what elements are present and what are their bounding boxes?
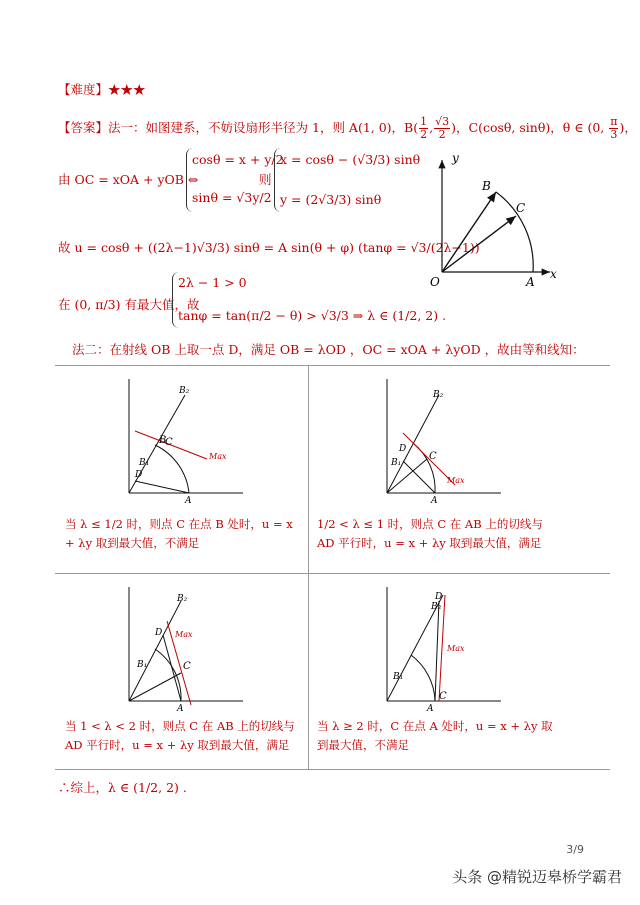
case1-label-b-c: B xyxy=(159,435,167,446)
arc-ab xyxy=(496,192,533,272)
case4-label-b2: B₂ xyxy=(431,602,442,612)
grid-mid xyxy=(55,573,610,574)
case3-ray xyxy=(129,601,181,701)
frac-half: $\frac{1}{2}$ xyxy=(420,115,428,141)
case4-arc xyxy=(411,655,435,701)
difficulty-stars: ★★★ xyxy=(108,82,146,97)
vec-prefix: 由 xyxy=(58,172,75,187)
case2-label-c: C xyxy=(429,451,437,462)
case1-label-a: A xyxy=(185,496,192,503)
case4-label-b1: B₁ xyxy=(393,672,404,682)
case1-max-label: Max xyxy=(209,452,227,461)
case3-ad xyxy=(163,635,181,701)
system2-row2: y = (2√3/3) sinθ xyxy=(280,192,382,207)
case2-label-b2: B₂ xyxy=(433,390,444,400)
case1-figure xyxy=(115,373,255,503)
method1-text-mid: )，C(cosθ, sinθ)，θ ∈ (0, xyxy=(451,120,609,135)
label-c: C xyxy=(516,201,526,215)
then-word: 则 xyxy=(259,172,272,187)
grid-top xyxy=(55,365,610,366)
label-a: A xyxy=(526,275,535,289)
case4-label-a: A xyxy=(427,704,434,711)
system1-row1: cosθ = x + y/2 xyxy=(192,152,284,167)
answer-tag: 【答案】 xyxy=(58,120,109,135)
method2-text: 法二：在射线 OB 上取一点 D，满足 OB = λOD ，OC = xOA + λyOD ，故由等和线知： xyxy=(72,342,585,357)
vec-eq: OC = xOA + yOB ⇔ xyxy=(74,172,199,187)
page-number: 3/9 xyxy=(566,843,584,856)
case3-label-b1: B₁ xyxy=(137,660,148,670)
case1-label-b2: B₂ xyxy=(179,386,190,396)
method1-intro: 【答案】法一：如图建系，不妨设扇形半径为 1，则 A(1, 0)，B( $\frac{1}{2}$ , $\frac{√3}{2}$ )，C(cosθ, sinθ)，θ ∈ (0, $\frac{\pi}{3}$ )， xyxy=(58,115,637,141)
conclusion: ∴综上，λ ∈ (1/2, 2) . xyxy=(58,780,187,795)
case1-arc xyxy=(155,445,189,493)
method1-text: 法一：如图建系，不妨设扇形半径为 1，则 A(1, 0)，B( xyxy=(108,120,419,135)
frac-sqrt3-half: $\frac{√3}{2}$ xyxy=(435,115,450,141)
case3-label-b2: B₂ xyxy=(177,594,188,604)
case4-max-label: Max xyxy=(447,644,465,653)
vector-oc xyxy=(442,216,516,272)
method1-text-end: )， xyxy=(619,120,637,135)
difficulty-label: 【难度】 xyxy=(58,82,109,97)
case4-label-c: C xyxy=(439,691,447,702)
system1-row2: sinθ = √3y/2 xyxy=(192,190,272,205)
case-grid xyxy=(55,365,610,770)
vector-equation xyxy=(58,172,198,188)
case3-caption: 当 1 < λ < 2 时，则点 C 在 AB 上的切线与 AD 平行时，u = x + λy 取到最大值，满足 xyxy=(65,719,295,752)
case3-label-a: A xyxy=(177,704,184,711)
case2-max-label: Max xyxy=(447,476,465,485)
case4-figure xyxy=(373,581,513,711)
case2-label-a: A xyxy=(431,496,438,503)
case4-label-d: D xyxy=(435,592,443,602)
label-y: y xyxy=(452,151,459,165)
case3-label-c: C xyxy=(183,661,191,672)
grid-divider xyxy=(308,365,309,770)
case3-label-d: D xyxy=(155,628,163,638)
label-b: B xyxy=(482,179,491,193)
case1-caption: 当 λ ≤ 1/2 时，则点 C 在点 B 处时，u = x + λy 取到最大值，不满足 xyxy=(65,517,293,550)
case4-ad xyxy=(435,601,439,701)
case2-figure xyxy=(373,373,513,503)
case3-figure xyxy=(115,581,255,711)
condition-row1: 2λ − 1 > 0 xyxy=(178,275,247,290)
frac-pi-3: $\frac{\pi}{3}$ xyxy=(610,115,618,141)
max-condition-text: 在 (0, π/3) 有最大值，故 xyxy=(58,297,200,312)
case1-ad xyxy=(135,481,189,493)
system2-row1: x = cosθ − (√3/3) sinθ xyxy=(280,152,421,167)
grid-bottom xyxy=(55,769,610,770)
label-x: x xyxy=(550,267,557,281)
case2-ray xyxy=(387,395,439,493)
u-expression: 故 u = cosθ + ((2λ−1)√3/3) sinθ = A sin(θ + φ) (tanφ = √3/(2λ−1)) xyxy=(58,240,480,255)
condition-row2: tanφ = tan(π/2 − θ) > √3/3 ⇒ λ ∈ (1/2, 2) . xyxy=(178,308,447,323)
case3-max-label: Max xyxy=(175,630,193,639)
case1-label-d: D xyxy=(135,470,143,480)
watermark: 头条 @精锐迈皋桥学霸君 xyxy=(452,868,622,886)
case1-label-c: C xyxy=(165,437,173,448)
label-o: O xyxy=(430,275,440,289)
case2-label-d: D xyxy=(399,444,407,454)
case1-label-b1: B₁ xyxy=(139,458,150,468)
difficulty-line xyxy=(58,82,146,98)
case4-caption: 当 λ ≥ 2 时，C 在点 A 处时，u = x + λy 取到最大值，不满足 xyxy=(317,719,553,752)
vector-ob xyxy=(442,192,496,272)
main-figure xyxy=(420,150,560,290)
case2-label-b1: B₁ xyxy=(391,458,402,468)
case2-caption: 1/2 < λ ≤ 1 时，则点 C 在 AB 上的切线与 AD 平行时，u = x + λy 取到最大值，满足 xyxy=(317,517,543,550)
